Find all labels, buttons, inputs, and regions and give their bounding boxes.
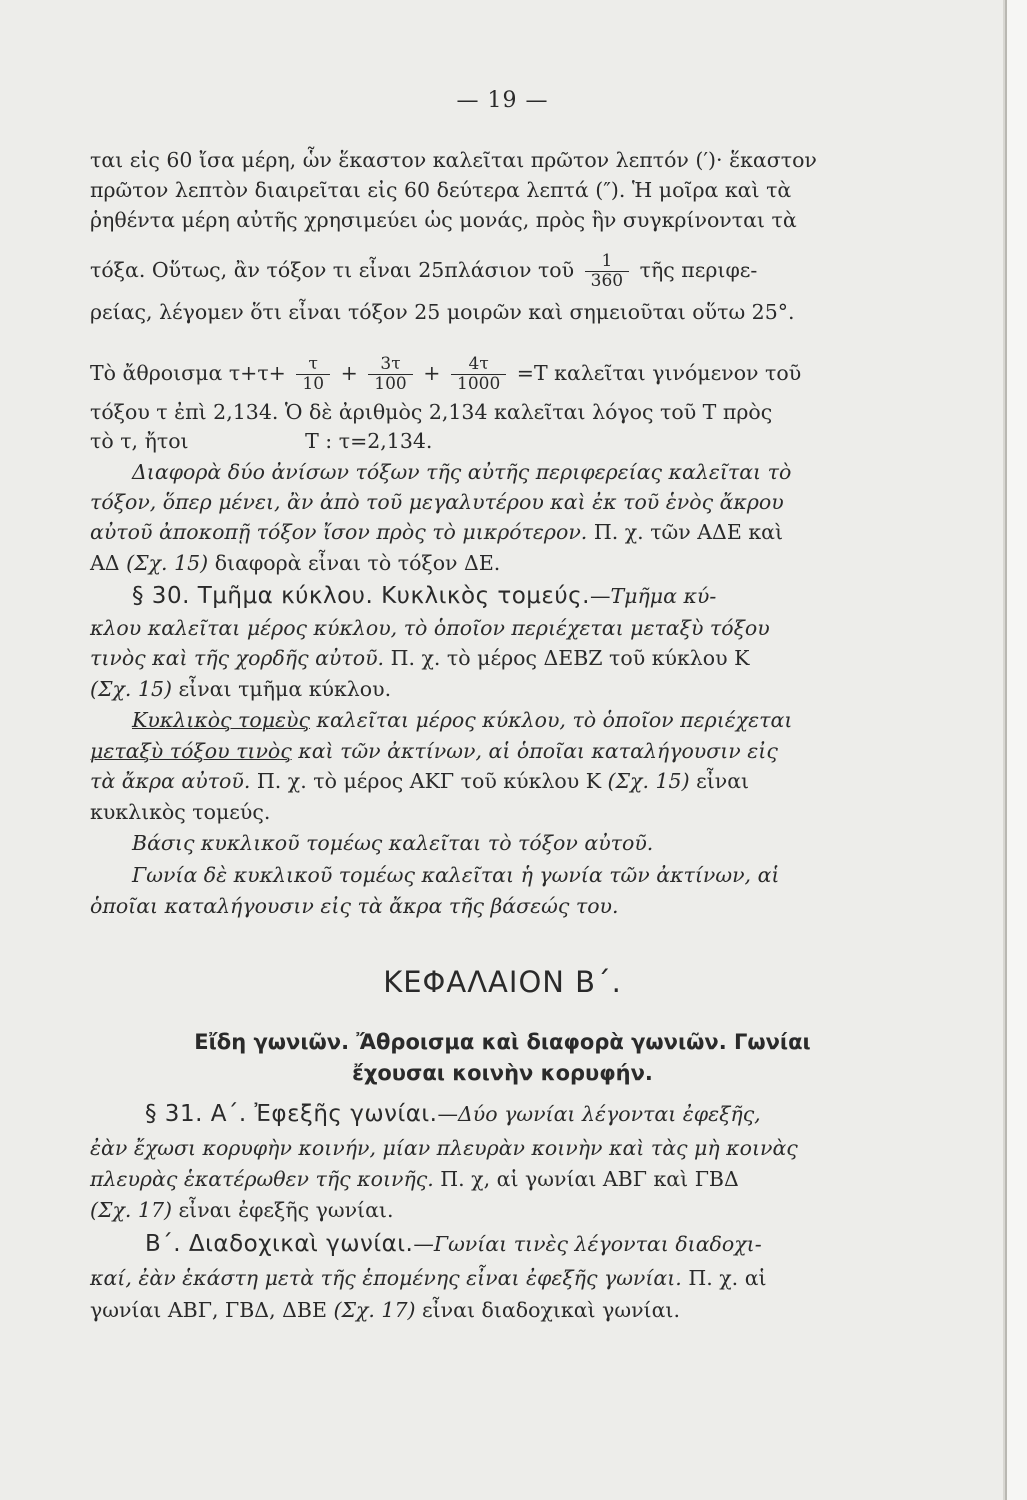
page-edge: [1005, 0, 1027, 1500]
text-line: ἐὰν ἔχωσι κορυφὴν κοινήν, μίαν πλευρὰν κοινὴν καὶ τὰς μὴ κοινὰς: [90, 1136, 798, 1160]
text-line: Γωνία δὲ κυκλικοῦ τομέως καλεῖται ἡ γωνία τῶν ἀκτίνων, αἱ: [132, 863, 780, 887]
text-line: ται εἰς 60 ἴσα μέρη, ὧν ἕκαστον καλεῖται πρῶτον λεπτόν (′)· ἕκαστον: [90, 148, 817, 172]
text-line: ῥηθέντα μέρη αὐτῆς χρησιμεύει ὡς μονάς, πρὸς ἣν συγκρίνονται τὰ: [90, 208, 797, 232]
fraction: $\frac{\tau}{10}$: [296, 355, 330, 394]
chapter-subtitle: Εἴδη γωνιῶν. Ἄθροισμα καὶ διαφορὰ γωνιῶν. Γωνίαι: [194, 1030, 811, 1054]
text-line: τινὸς καὶ τῆς χορδῆς αὐτοῦ. Π. χ. τὸ μέρος ΔΕΒΖ τοῦ κύκλου Κ: [90, 646, 750, 670]
text-line: ὁποῖαι καταλήγουσιν εἰς τὰ ἄκρα τῆς βάσεώς του.: [90, 894, 619, 918]
text-line: (Σχ. 17) εἶναι ἐφεξῆς γωνίαι.: [90, 1198, 394, 1222]
text-line: Κυκλικὸς τομεὺς καλεῖται μέρος κύκλου, τὸ ὁποῖον περιέχεται: [132, 708, 793, 732]
text-line: τόξον, ὅπερ μένει, ἂν ἀπὸ τοῦ μεγαλυτέρου καὶ ἐκ τοῦ ἑνὸς ἄκρου: [90, 490, 784, 514]
sum-formula-line: Τὸ ἄθροισμα τ+τ+ $\frac{\tau}{10}$ + $\frac{3\tau}{100}$ + $\frac{4\tau}{1000}$ =Τ καλεῖται γινόμενον τοῦ: [90, 354, 802, 394]
text-line: πρῶτον λεπτὸν διαιρεῖται εἰς 60 δεύτερα λεπτά (″). Ἡ μοῖρα καὶ τὰ: [90, 178, 792, 202]
fraction: $\frac{4\tau}{1000}$: [451, 355, 506, 394]
section-b-heading: Β΄. Διαδοχικαὶ γωνίαι.—Γωνίαι τινὲς λέγονται διαδοχι-: [145, 1231, 762, 1257]
fraction: $\frac{3\tau}{100}$: [368, 355, 412, 394]
text-line: τόξου τ ἐπὶ 2,134. Ὁ δὲ ἀριθμὸς 2,134 καλεῖται λόγος τοῦ Τ πρὸς: [90, 400, 773, 424]
section-31-heading: § 31. Α΄. Ἐφεξῆς γωνίαι.—Δύο γωνίαι λέγονται ἐφεξῆς,: [145, 1101, 761, 1127]
text-line: (Σχ. 15) εἶναι τμῆμα κύκλου.: [90, 677, 392, 701]
section-30-heading: § 30. Τμῆμα κύκλου. Κυκλικὸς τομεύς.—Τμῆμα κύ-: [132, 583, 717, 609]
chapter-title: ΚΕΦΑΛΑΙΟΝ Β΄.: [383, 965, 622, 999]
text-line: αὐτοῦ ἀποκοπῇ τόξον ἴσον πρὸς τὸ μικρότερον. Π. χ. τῶν ΑΔΕ καὶ: [90, 520, 784, 544]
text-line: Βάσις κυκλικοῦ τομέως καλεῖται τὸ τόξον αὐτοῦ.: [132, 831, 654, 855]
text-line: ΑΔ (Σχ. 15) διαφορὰ εἶναι τὸ τόξον ΔΕ.: [90, 551, 501, 575]
text-line-fraction: τόξα. Οὕτως, ἂν τόξον τι εἶναι 25πλάσιον τοῦ $\frac{1}{360}$ τῆς περιφε-: [90, 251, 758, 291]
text-line: ρείας, λέγομεν ὅτι εἶναι τόξον 25 μοιρῶν καὶ σημειοῦται οὕτω 25°.: [90, 300, 795, 324]
text-line: πλευρὰς ἑκατέρωθεν τῆς κοινῆς. Π. χ, αἱ γωνίαι ΑΒΓ καὶ ΓΒΔ: [90, 1167, 739, 1191]
fraction: $\frac{1}{360}$: [585, 252, 629, 291]
text-line: τὰ ἄκρα αὐτοῦ. Π. χ. τὸ μέρος ΑΚΓ τοῦ κύκλου Κ (Σχ. 15) εἶναι: [90, 769, 750, 793]
text-line: καί, ἐὰν ἑκάστη μετὰ τῆς ἑπομένης εἶναι ἐφεξῆς γωνίαι. Π. χ. αἱ: [90, 1266, 767, 1290]
chapter-subtitle: ἔχουσαι κοινὴν κορυφήν.: [352, 1061, 653, 1085]
text-line: Διαφορὰ δύο ἀνίσων τόξων τῆς αὐτῆς περιφερείας καλεῖται τὸ: [132, 460, 792, 484]
text-line: κυκλικὸς τομεύς.: [90, 800, 271, 824]
page-number: — 19 —: [456, 88, 549, 113]
text-line: γωνίαι ΑΒΓ, ΓΒΔ, ΔΒΕ (Σχ. 17) εἶναι διαδοχικαὶ γωνίαι.: [90, 1298, 680, 1322]
text-line: κλου καλεῖται μέρος κύκλου, τὸ ὁποῖον περιέχεται μεταξὺ τόξου: [90, 616, 770, 640]
text-line: μεταξὺ τόξου τινὸς καὶ τῶν ἀκτίνων, αἱ ὁποῖαι καταλήγουσιν εἰς: [90, 739, 778, 763]
text-line: τὸ τ, ἤτοι Τ : τ=2,134.: [90, 429, 433, 453]
